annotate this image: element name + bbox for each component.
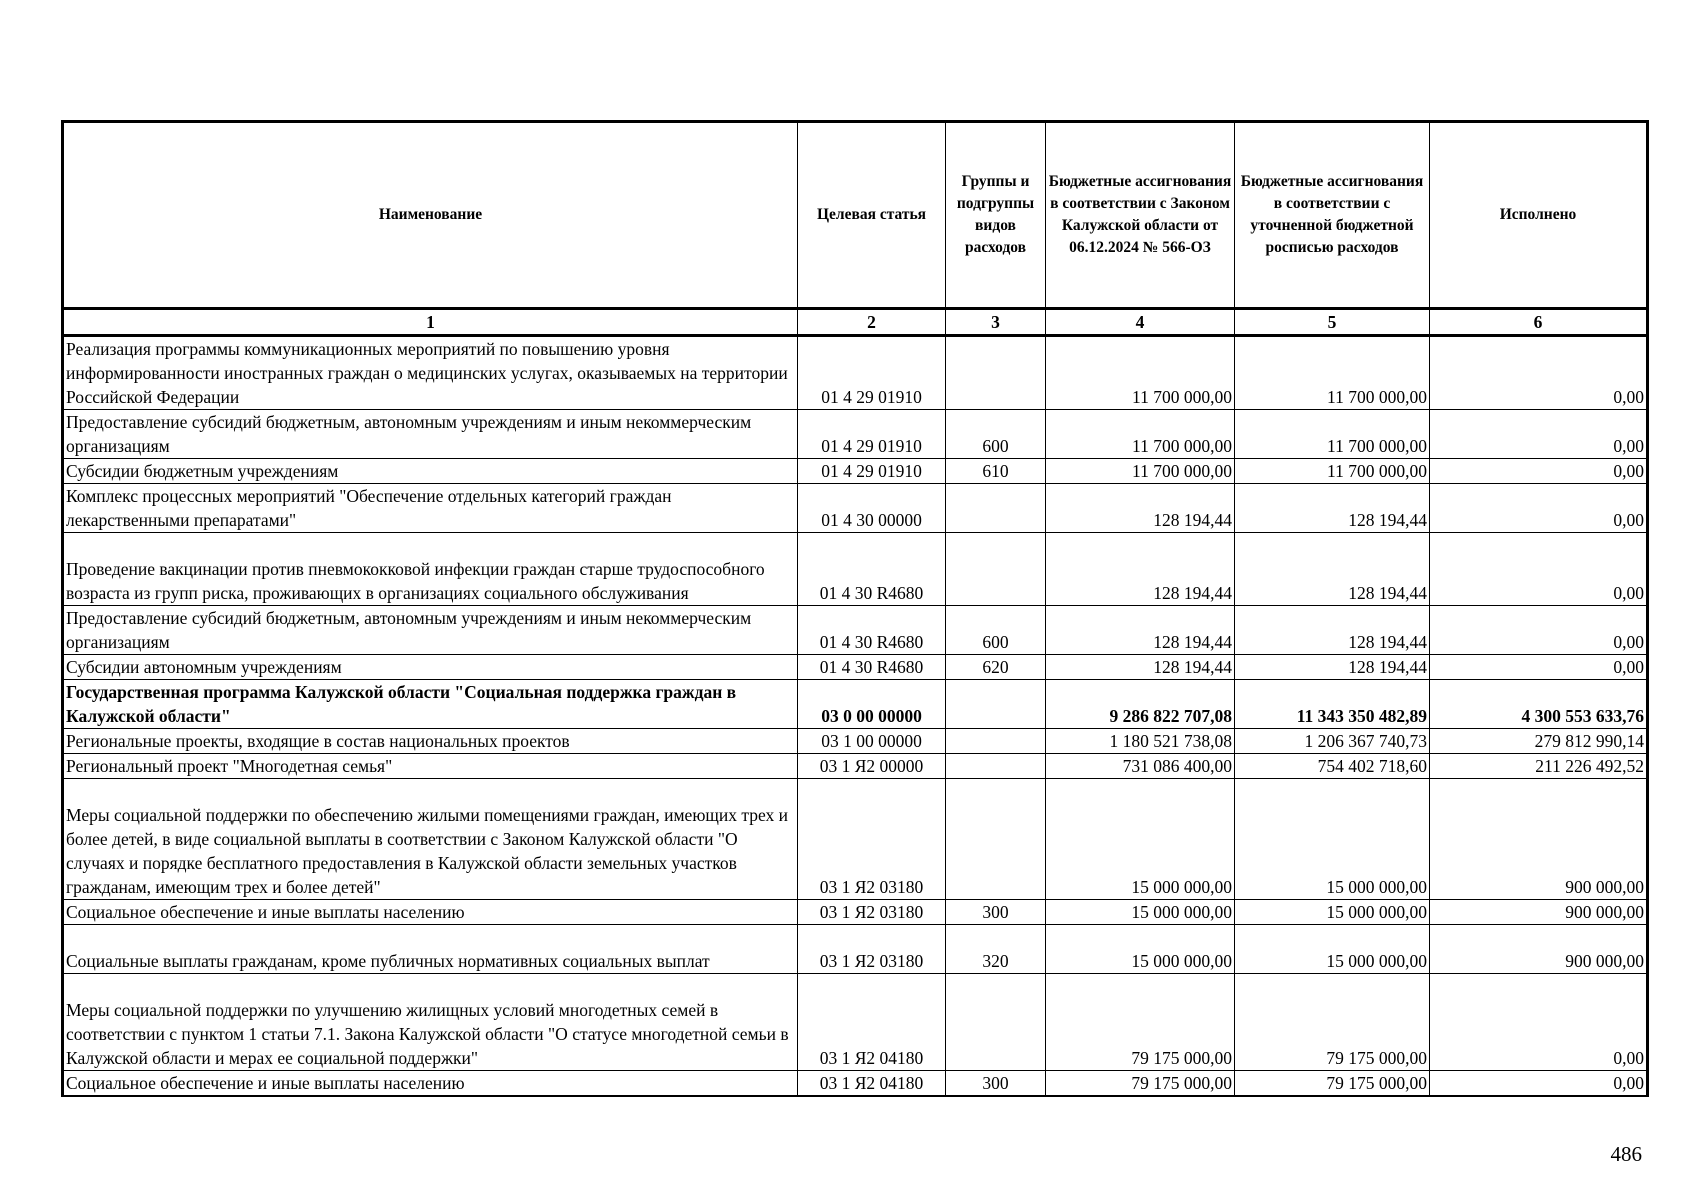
- row-group-cell: [946, 336, 1046, 410]
- row-executed-amount-cell: 0,00: [1430, 410, 1648, 459]
- row-executed-amount-cell: 211 226 492,52: [1430, 754, 1648, 779]
- row-refined-amount-cell: 754 402 718,60: [1235, 754, 1430, 779]
- row-executed-amount-cell: 900 000,00: [1430, 925, 1648, 974]
- row-name-cell: Меры социальной поддержки по улучшению жилищных условий многодетных семей в соответствии с пунктом 1 статьи 7.1. Закона Калужской области "О статусе многодетной семьи в Калужской области и мерах ее социальной поддержки": [63, 974, 798, 1071]
- table-row: [63, 459, 1648, 484]
- table-row: [63, 680, 1648, 729]
- header-group: Группы и подгруппы видов расходов: [946, 122, 1046, 309]
- row-law-amount-cell: 79 175 000,00: [1046, 1071, 1235, 1097]
- header-name: Наименование: [63, 122, 798, 309]
- table-row: [63, 729, 1648, 754]
- row-name-cell: Региональные проекты, входящие в состав национальных проектов: [63, 729, 798, 754]
- row-code-cell: 01 4 29 01910: [798, 336, 946, 410]
- table-row: [63, 484, 1648, 533]
- header-code: Целевая статья: [798, 122, 946, 309]
- row-law-amount-cell: 731 086 400,00: [1046, 754, 1235, 779]
- row-name-cell: Субсидии бюджетным учреждениям: [63, 459, 798, 484]
- table-row: [63, 410, 1648, 459]
- row-law-amount-cell: 128 194,44: [1046, 533, 1235, 606]
- row-code-cell: 03 1 Я2 00000: [798, 754, 946, 779]
- row-group-cell: 600: [946, 410, 1046, 459]
- row-refined-amount-cell: 128 194,44: [1235, 655, 1430, 680]
- row-refined-amount-cell: 15 000 000,00: [1235, 779, 1430, 900]
- row-name-cell: Проведение вакцинации против пневмококковой инфекции граждан старше трудоспособного возраста из групп риска, проживающих в организациях социального обслуживания: [63, 533, 798, 606]
- row-name-cell: Социальное обеспечение и иные выплаты населению: [63, 900, 798, 925]
- row-executed-amount-cell: 900 000,00: [1430, 900, 1648, 925]
- row-name-cell: Меры социальной поддержки по обеспечению жилыми помещениями граждан, имеющих трех и более детей, в виде социальной выплаты в соответствии с Законом Калужской области "О случаях и порядке бесплатного предоставления в Калужской области земельных участков гражданам, имеющим трех и более детей": [63, 779, 798, 900]
- column-number: 4: [1046, 309, 1235, 336]
- row-executed-amount-cell: 0,00: [1430, 974, 1648, 1071]
- row-refined-amount-cell: 15 000 000,00: [1235, 925, 1430, 974]
- table-row: [63, 533, 1648, 606]
- row-code-cell: 03 1 Я2 03180: [798, 779, 946, 900]
- table-row: [63, 974, 1648, 1071]
- page-number: 486: [1610, 1142, 1642, 1166]
- row-group-cell: 300: [946, 1071, 1046, 1097]
- row-law-amount-cell: 79 175 000,00: [1046, 974, 1235, 1071]
- row-law-amount-cell: 128 194,44: [1046, 484, 1235, 533]
- column-number: 1: [63, 309, 798, 336]
- table-row: [63, 336, 1648, 410]
- row-group-cell: [946, 680, 1046, 729]
- row-name-cell: Региональный проект "Многодетная семья": [63, 754, 798, 779]
- column-number: 5: [1235, 309, 1430, 336]
- row-name-cell: Государственная программа Калужской области "Социальная поддержка граждан в Калужской области": [63, 680, 798, 729]
- row-refined-amount-cell: 11 700 000,00: [1235, 336, 1430, 410]
- row-law-amount-cell: 15 000 000,00: [1046, 779, 1235, 900]
- row-executed-amount-cell: 4 300 553 633,76: [1430, 680, 1648, 729]
- row-law-amount-cell: 1 180 521 738,08: [1046, 729, 1235, 754]
- header-law-allocations: Бюджетные ассигнования в соответствии с Законом Калужской области от 06.12.2024 № 566-ОЗ: [1046, 122, 1235, 309]
- row-code-cell: 03 1 Я2 04180: [798, 1071, 946, 1097]
- table-row: [63, 655, 1648, 680]
- row-refined-amount-cell: 79 175 000,00: [1235, 974, 1430, 1071]
- table-row: [63, 900, 1648, 925]
- budget-table: [61, 120, 1649, 1097]
- row-law-amount-cell: 11 700 000,00: [1046, 459, 1235, 484]
- table-row: [63, 754, 1648, 779]
- row-group-cell: [946, 729, 1046, 754]
- row-executed-amount-cell: 0,00: [1430, 336, 1648, 410]
- row-refined-amount-cell: 11 700 000,00: [1235, 459, 1430, 484]
- row-code-cell: 03 0 00 00000: [798, 680, 946, 729]
- row-law-amount-cell: 11 700 000,00: [1046, 336, 1235, 410]
- row-name-cell: Предоставление субсидий бюджетным, автономным учреждениям и иным некоммерческим организациям: [63, 410, 798, 459]
- row-code-cell: 03 1 00 00000: [798, 729, 946, 754]
- table-row: [63, 606, 1648, 655]
- row-executed-amount-cell: 0,00: [1430, 1071, 1648, 1097]
- row-executed-amount-cell: 279 812 990,14: [1430, 729, 1648, 754]
- header-executed: Исполнено: [1430, 122, 1648, 309]
- row-executed-amount-cell: 0,00: [1430, 484, 1648, 533]
- row-law-amount-cell: 15 000 000,00: [1046, 925, 1235, 974]
- table-row: [63, 779, 1648, 900]
- row-code-cell: 03 1 Я2 04180: [798, 974, 946, 1071]
- table-row: [63, 1071, 1648, 1097]
- row-refined-amount-cell: 128 194,44: [1235, 484, 1430, 533]
- row-code-cell: 01 4 30 R4680: [798, 655, 946, 680]
- column-number: 6: [1430, 309, 1648, 336]
- row-executed-amount-cell: 0,00: [1430, 533, 1648, 606]
- row-name-cell: Социальное обеспечение и иные выплаты населению: [63, 1071, 798, 1097]
- row-group-cell: 600: [946, 606, 1046, 655]
- row-code-cell: 01 4 29 01910: [798, 410, 946, 459]
- row-code-cell: 01 4 30 R4680: [798, 533, 946, 606]
- row-name-cell: Субсидии автономным учреждениям: [63, 655, 798, 680]
- row-refined-amount-cell: 11 700 000,00: [1235, 410, 1430, 459]
- table-row: [63, 925, 1648, 974]
- row-group-cell: 610: [946, 459, 1046, 484]
- row-group-cell: [946, 484, 1046, 533]
- column-number-row: [63, 309, 1648, 336]
- row-name-cell: Реализация программы коммуникационных мероприятий по повышению уровня информированности иностранных граждан о медицинских услугах, оказываемых на территории Российской Федерации: [63, 336, 798, 410]
- row-refined-amount-cell: 11 343 350 482,89: [1235, 680, 1430, 729]
- row-refined-amount-cell: 1 206 367 740,73: [1235, 729, 1430, 754]
- header-refined-allocations: Бюджетные ассигнования в соответствии с уточненной бюджетной росписью расходов: [1235, 122, 1430, 309]
- row-group-cell: 300: [946, 900, 1046, 925]
- row-law-amount-cell: 15 000 000,00: [1046, 900, 1235, 925]
- row-code-cell: 03 1 Я2 03180: [798, 925, 946, 974]
- row-refined-amount-cell: 128 194,44: [1235, 606, 1430, 655]
- row-refined-amount-cell: 128 194,44: [1235, 533, 1430, 606]
- row-executed-amount-cell: 0,00: [1430, 606, 1648, 655]
- row-refined-amount-cell: 79 175 000,00: [1235, 1071, 1430, 1097]
- row-name-cell: Предоставление субсидий бюджетным, автономным учреждениям и иным некоммерческим организациям: [63, 606, 798, 655]
- row-law-amount-cell: 11 700 000,00: [1046, 410, 1235, 459]
- row-name-cell: Социальные выплаты гражданам, кроме публичных нормативных социальных выплат: [63, 925, 798, 974]
- row-group-cell: [946, 754, 1046, 779]
- row-name-cell: Комплекс процессных мероприятий "Обеспечение отдельных категорий граждан лекарственными препаратами": [63, 484, 798, 533]
- column-number: 2: [798, 309, 946, 336]
- row-law-amount-cell: 128 194,44: [1046, 606, 1235, 655]
- row-executed-amount-cell: 0,00: [1430, 459, 1648, 484]
- row-code-cell: 01 4 30 R4680: [798, 606, 946, 655]
- row-code-cell: 01 4 29 01910: [798, 459, 946, 484]
- header-row: [63, 122, 1648, 309]
- row-group-cell: 620: [946, 655, 1046, 680]
- row-group-cell: [946, 779, 1046, 900]
- row-refined-amount-cell: 15 000 000,00: [1235, 900, 1430, 925]
- row-code-cell: 01 4 30 00000: [798, 484, 946, 533]
- row-law-amount-cell: 128 194,44: [1046, 655, 1235, 680]
- row-code-cell: 03 1 Я2 03180: [798, 900, 946, 925]
- row-group-cell: [946, 974, 1046, 1071]
- row-group-cell: 320: [946, 925, 1046, 974]
- row-law-amount-cell: 9 286 822 707,08: [1046, 680, 1235, 729]
- row-executed-amount-cell: 900 000,00: [1430, 779, 1648, 900]
- row-executed-amount-cell: 0,00: [1430, 655, 1648, 680]
- row-group-cell: [946, 533, 1046, 606]
- column-number: 3: [946, 309, 1046, 336]
